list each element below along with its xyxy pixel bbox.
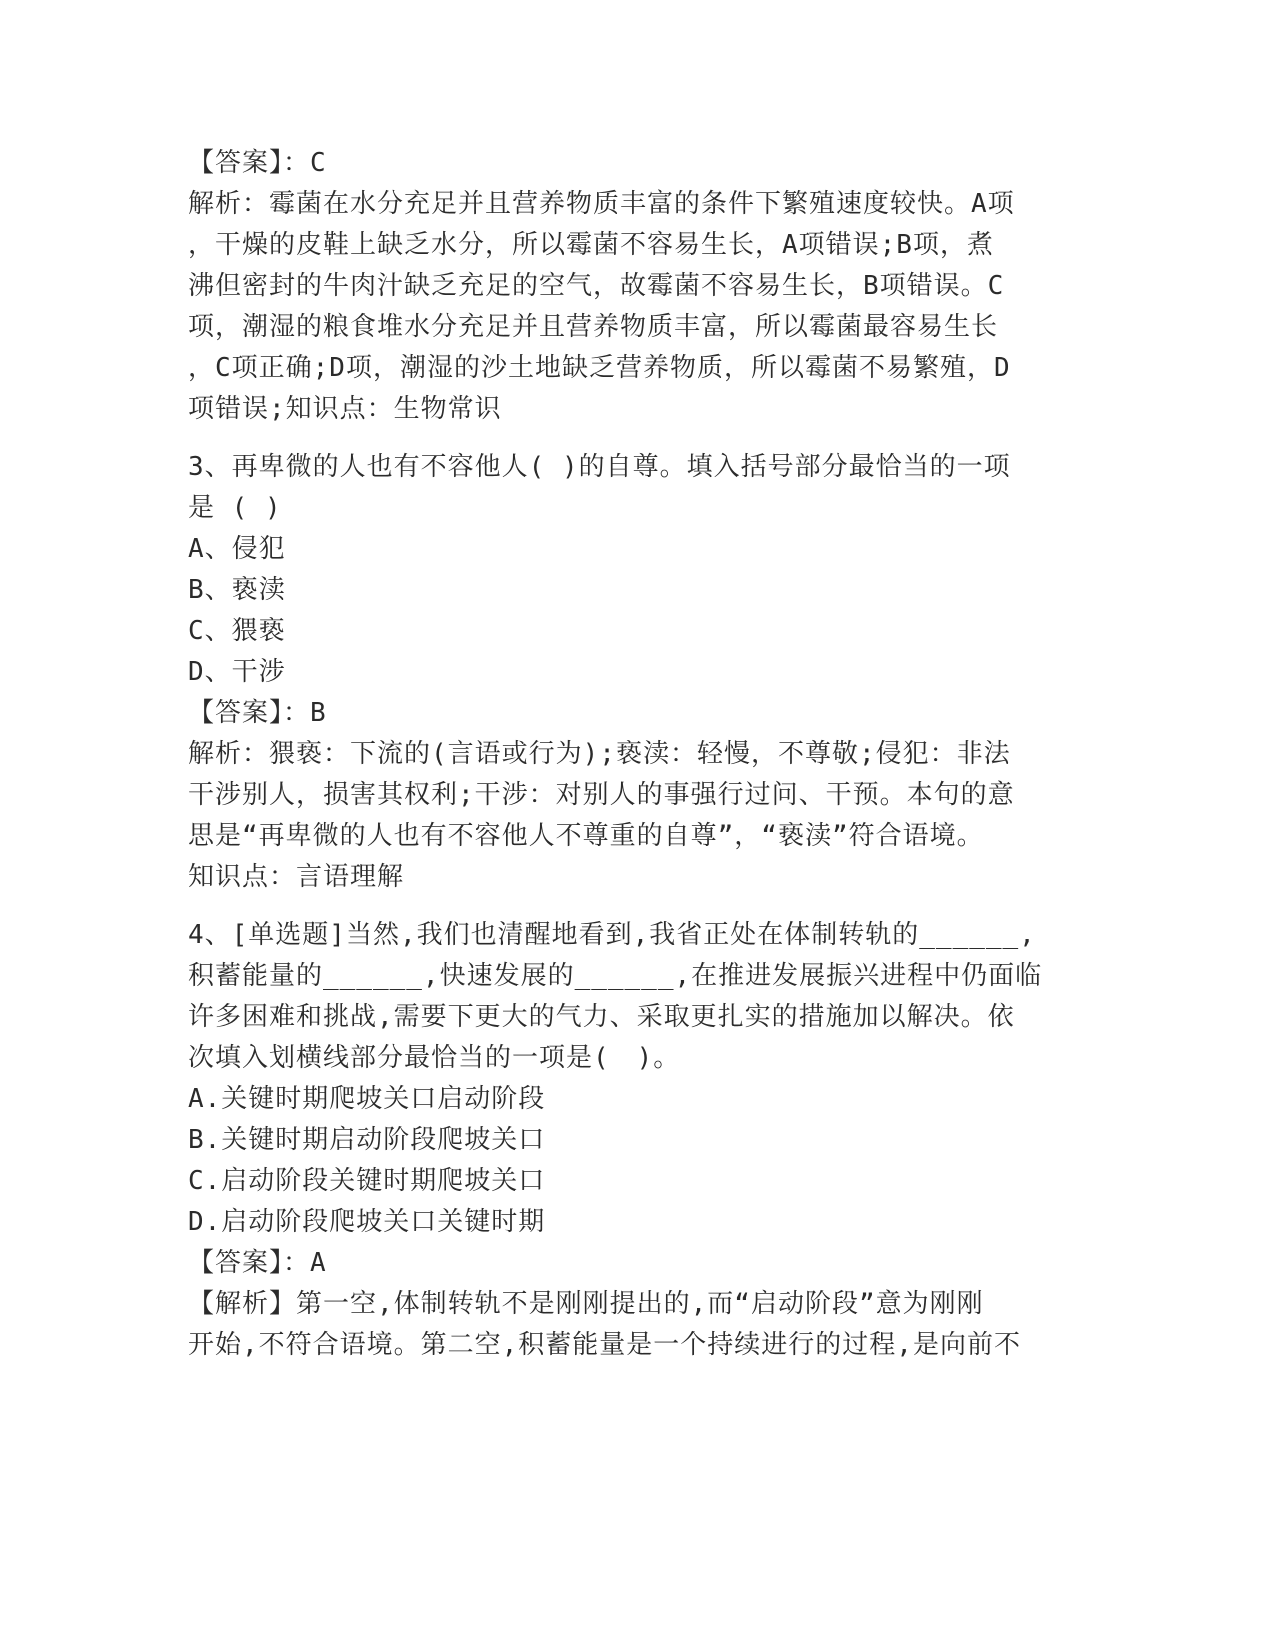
q2-analysis-line: ，C项正确;D项，潮湿的沙土地缺乏营养物质，所以霉菌不易繁殖，D xyxy=(188,353,1011,383)
q3-analysis-line: 解析：猥亵：下流的(言语或行为);亵渎：轻慢，不尊敬;侵犯：非法 xyxy=(188,739,1011,769)
q4-question-line: 次填入划横线部分最恰当的一项是( )。 xyxy=(188,1043,681,1073)
q3-analysis-line: 干涉别人，损害其权利;干涉：对别人的事强行过问、干预。本句的意 xyxy=(188,780,1015,810)
q2-analysis-line: 项错误;知识点：生物常识 xyxy=(188,394,502,424)
q3-option-a: A、侵犯 xyxy=(188,534,286,564)
q4-question-line: 许多困难和挑战,需要下更大的气力、采取更扎实的措施加以解决。依 xyxy=(188,1002,1015,1032)
q2-analysis-line: ，干燥的皮鞋上缺乏水分，所以霉菌不容易生长，A项错误;B项，煮 xyxy=(188,230,994,260)
q4-question-line: 积蓄能量的______,快速发展的______,在推进发展振兴进程中仍面临 xyxy=(188,961,1043,991)
q3-option-b: B、亵渎 xyxy=(188,575,286,605)
q3-analysis-line: 知识点：言语理解 xyxy=(188,862,405,892)
q4-question-line: 4、[单选题]当然,我们也清醒地看到,我省正处在体制转轨的______, xyxy=(188,920,1036,950)
q2-analysis-line: 沸但密封的牛肉汁缺乏充足的空气，故霉菌不容易生长，B项错误。C xyxy=(188,271,1005,301)
q2-analysis-line: 项，潮湿的粮食堆水分充足并且营养物质丰富，所以霉菌最容易生长 xyxy=(188,312,999,342)
q3-option-d: D、干涉 xyxy=(188,657,286,687)
q4-option-b: B.关键时期启动阶段爬坡关口 xyxy=(188,1125,546,1155)
q4-option-d: D.启动阶段爬坡关口关键时期 xyxy=(188,1207,546,1237)
q3-analysis-line: 思是“再卑微的人也有不容他人不尊重的自尊”，“亵渎”符合语境。 xyxy=(188,821,984,851)
q2-answer: 【答案】：C xyxy=(188,148,327,178)
q4-analysis-line: 开始,不符合语境。第二空,积蓄能量是一个持续进行的过程,是向前不 xyxy=(188,1330,1021,1360)
q3-question-line: 是 ( ) xyxy=(188,493,282,523)
q3-answer: 【答案】：B xyxy=(188,698,327,728)
q4-answer: 【答案】：A xyxy=(188,1248,327,1278)
q4-option-a: A.关键时期爬坡关口启动阶段 xyxy=(188,1084,546,1114)
q3-option-c: C、猥亵 xyxy=(188,616,286,646)
q4-analysis-line: 【解析】第一空,体制转轨不是刚刚提出的,而“启动阶段”意为刚刚 xyxy=(188,1289,984,1319)
q4-option-c: C.启动阶段关键时期爬坡关口 xyxy=(188,1166,546,1196)
q2-analysis-line: 解析：霉菌在水分充足并且营养物质丰富的条件下繁殖速度较快。A项 xyxy=(188,189,1015,219)
q3-question-line: 3、再卑微的人也有不容他人( )的自尊。填入括号部分最恰当的一项 xyxy=(188,452,1011,482)
